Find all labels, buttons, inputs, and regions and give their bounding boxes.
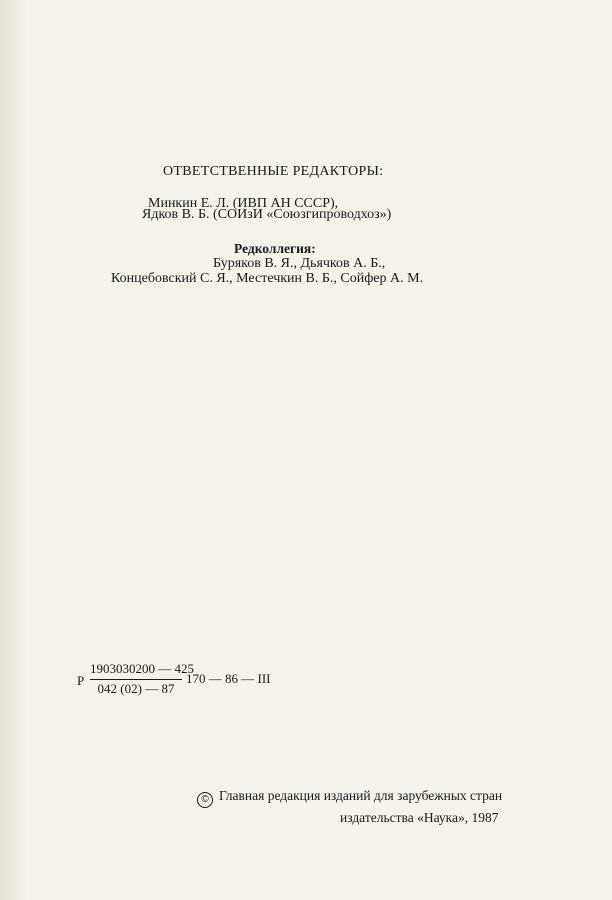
editorial-board-line-1: Буряков В. Я., Дьячков А. Б.,: [213, 256, 386, 271]
index-code-tail: 170 — 86 — III: [186, 671, 271, 686]
index-code-numerator: 1903030200 — 425: [90, 661, 194, 676]
copyright-line-2: издательства «Наука», 1987: [340, 810, 499, 825]
index-code-denominator: 042 (02) — 87: [97, 681, 175, 696]
copyright-line-1: Главная редакция изданий для зарубежных стран: [219, 788, 503, 803]
editor-line-2: Ядков В. Б. (СОИзИ «Союзгипроводхоз»): [142, 207, 392, 222]
copyright-notice: [197, 788, 502, 826]
editors-heading: ОТВЕТСТВЕННЫЕ РЕДАКТОРЫ:: [163, 164, 384, 179]
editorial-board-line-2: Концебовский С. Я., Местечкин В. Б., Сойфер А. М.: [111, 271, 424, 286]
editorial-board-heading: Редколлегия:: [234, 241, 316, 256]
index-code-fraction: [90, 661, 194, 697]
page-spine-shadow: [0, 0, 28, 900]
publication-index-code: [73, 661, 303, 701]
copyright-icon: ©: [197, 792, 213, 808]
index-code-letter: Р: [77, 673, 85, 688]
fraction-bar: [90, 679, 182, 680]
editor-line-1: Минкин Е. Л. (ИВП АН СССР),: [148, 196, 339, 211]
